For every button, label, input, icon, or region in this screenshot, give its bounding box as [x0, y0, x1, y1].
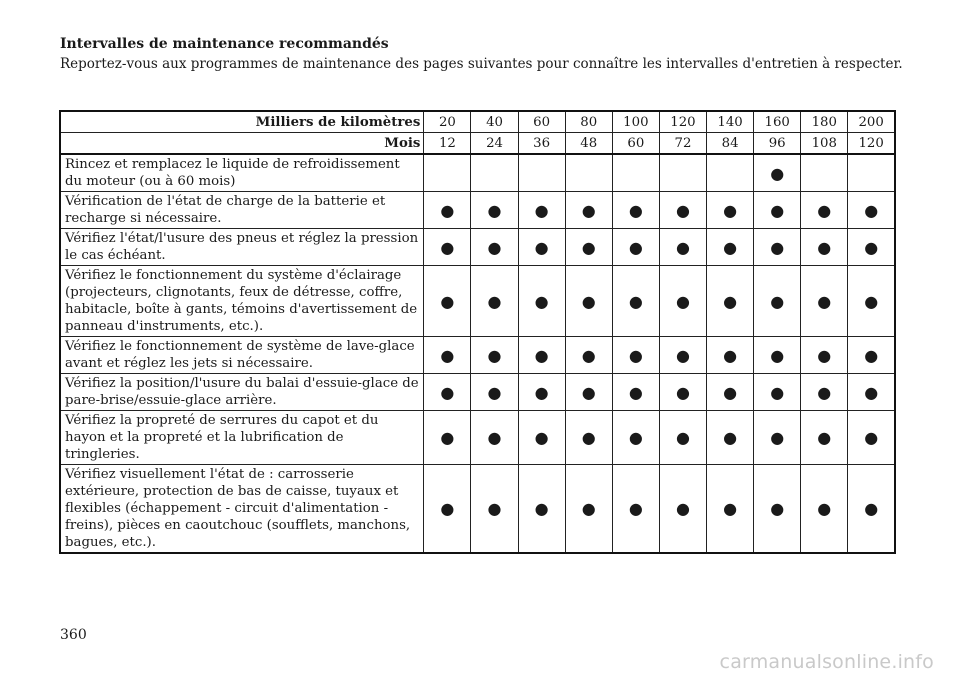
interval-cell [707, 266, 754, 337]
interval-cell [518, 411, 565, 465]
interval-cell [565, 465, 612, 554]
interval-cell [471, 192, 518, 229]
interval-cell [801, 266, 848, 337]
interval-cell [754, 337, 801, 374]
service-dot-icon: ● [770, 291, 785, 311]
service-dot-icon: ● [440, 237, 455, 257]
service-dot-icon: ● [864, 291, 879, 311]
service-dot-icon: ● [440, 200, 455, 220]
service-dot-icon: ● [675, 291, 690, 311]
service-dot-icon: ● [817, 200, 832, 220]
interval-cell [471, 465, 518, 554]
interval-cell [707, 229, 754, 266]
km-header-cell: 60 [518, 111, 565, 133]
service-dot-icon: ● [817, 237, 832, 257]
service-dot-icon: ● [817, 428, 832, 447]
interval-cell [707, 465, 754, 554]
interval-cell [612, 337, 659, 374]
service-dot-icon: ● [534, 382, 549, 402]
interval-cell [612, 411, 659, 465]
interval-cell [565, 337, 612, 374]
interval-cell [424, 266, 471, 337]
service-dot-icon: ● [675, 499, 690, 518]
service-dot-icon: ● [628, 499, 643, 518]
service-dot-icon: ● [487, 291, 502, 311]
interval-cell [471, 266, 518, 337]
months-header-cell: 12 [424, 133, 471, 155]
interval-cell [754, 229, 801, 266]
service-dot-icon: ● [675, 428, 690, 447]
interval-cell [565, 229, 612, 266]
months-header-cell: 72 [659, 133, 706, 155]
months-header-cell: 84 [707, 133, 754, 155]
interval-cell [848, 411, 895, 465]
interval-cell [801, 229, 848, 266]
interval-cell [612, 465, 659, 554]
service-dot-icon: ● [628, 428, 643, 447]
service-dot-icon: ● [770, 200, 785, 220]
interval-cell [801, 154, 848, 192]
interval-cell [848, 374, 895, 411]
interval-cell [848, 154, 895, 192]
interval-cell [848, 337, 895, 374]
service-dot-icon: ● [581, 499, 596, 518]
interval-cell [801, 465, 848, 554]
service-dot-icon: ● [534, 237, 549, 257]
interval-cell [471, 411, 518, 465]
interval-cell [659, 465, 706, 554]
months-header-cell: 24 [471, 133, 518, 155]
service-dot-icon: ● [628, 237, 643, 257]
interval-cell [848, 229, 895, 266]
service-dot-icon: ● [770, 428, 785, 447]
interval-cell [565, 411, 612, 465]
interval-cell [707, 411, 754, 465]
table-row [60, 337, 895, 374]
table-row [60, 229, 895, 266]
service-dot-icon: ● [628, 345, 643, 365]
table-row [60, 411, 895, 465]
service-dot-icon: ● [675, 200, 690, 220]
interval-cell [707, 192, 754, 229]
maintenance-table-container [59, 110, 896, 554]
interval-cell [707, 337, 754, 374]
service-dot-icon: ● [675, 345, 690, 365]
table-row [60, 465, 895, 554]
interval-cell [754, 411, 801, 465]
table-row [60, 154, 895, 192]
interval-cell [518, 154, 565, 192]
service-dot-icon: ● [817, 345, 832, 365]
interval-cell [424, 192, 471, 229]
task-description: Vérifiez le fonctionnement de système de lave-glace avant et réglez les jets si nécessaire. [60, 337, 424, 374]
interval-cell [424, 229, 471, 266]
interval-cell [612, 154, 659, 192]
service-dot-icon: ● [723, 291, 738, 311]
service-dot-icon: ● [581, 428, 596, 447]
interval-cell [424, 337, 471, 374]
table-row [60, 374, 895, 411]
interval-cell [471, 229, 518, 266]
service-dot-icon: ● [770, 499, 785, 518]
interval-cell [565, 154, 612, 192]
service-dot-icon: ● [534, 291, 549, 311]
service-dot-icon: ● [487, 382, 502, 402]
interval-cell [707, 374, 754, 411]
months-header-cell: 60 [612, 133, 659, 155]
kilometers-label: Milliers de kilomètres [60, 111, 424, 133]
months-label: Mois [60, 133, 424, 155]
header-row-months [60, 133, 895, 155]
service-dot-icon: ● [817, 291, 832, 311]
table-row [60, 266, 895, 337]
km-header-cell: 160 [754, 111, 801, 133]
interval-cell [518, 337, 565, 374]
service-dot-icon: ● [487, 237, 502, 257]
intro-text: Reportez-vous aux programmes de maintenance des pages suivantes pour connaître les intervalles d'entretien à respecter. [60, 56, 903, 72]
service-dot-icon: ● [534, 499, 549, 518]
service-dot-icon: ● [675, 382, 690, 402]
service-dot-icon: ● [723, 237, 738, 257]
interval-cell [518, 374, 565, 411]
service-dot-icon: ● [723, 428, 738, 447]
km-header-cell: 140 [707, 111, 754, 133]
km-header-cell: 80 [565, 111, 612, 133]
interval-cell [612, 266, 659, 337]
service-dot-icon: ● [864, 345, 879, 365]
service-dot-icon: ● [770, 237, 785, 257]
interval-cell [659, 266, 706, 337]
service-dot-icon: ● [440, 345, 455, 365]
interval-cell [424, 374, 471, 411]
service-dot-icon: ● [817, 382, 832, 402]
interval-cell [848, 192, 895, 229]
months-header-cell: 108 [801, 133, 848, 155]
task-description: Vérification de l'état de charge de la batterie et recharge si nécessaire. [60, 192, 424, 229]
interval-cell [801, 374, 848, 411]
interval-cell [801, 337, 848, 374]
service-dot-icon: ● [723, 345, 738, 365]
service-dot-icon: ● [628, 291, 643, 311]
interval-cell [659, 337, 706, 374]
interval-cell [659, 192, 706, 229]
service-dot-icon: ● [723, 382, 738, 402]
service-dot-icon: ● [581, 345, 596, 365]
service-dot-icon: ● [864, 237, 879, 257]
service-dot-icon: ● [817, 499, 832, 518]
task-description: Vérifiez le fonctionnement du système d'éclairage (projecteurs, clignotants, feux de détresse, coffre, habitacle, boîte à gants, témoins d'avertissement de panneau d'instruments, etc.). [60, 266, 424, 337]
interval-cell [801, 411, 848, 465]
service-dot-icon: ● [534, 345, 549, 365]
interval-cell [565, 266, 612, 337]
table-row [60, 192, 895, 229]
service-dot-icon: ● [864, 499, 879, 518]
km-header-cell: 20 [424, 111, 471, 133]
interval-cell [471, 337, 518, 374]
service-dot-icon: ● [628, 200, 643, 220]
service-dot-icon: ● [864, 428, 879, 447]
interval-cell [612, 374, 659, 411]
task-description: Vérifiez la position/l'usure du balai d'essuie-glace de pare-brise/essuie-glace arrière. [60, 374, 424, 411]
interval-cell [801, 192, 848, 229]
watermark: carmanualsonline.info [719, 651, 934, 673]
header-row-kilometers [60, 111, 895, 133]
service-dot-icon: ● [440, 291, 455, 311]
task-description: Rincez et remplacez le liquide de refroidissement du moteur (ou à 60 mois) [60, 154, 424, 192]
service-dot-icon: ● [628, 382, 643, 402]
interval-cell [565, 374, 612, 411]
task-description: Vérifiez l'état/l'usure des pneus et réglez la pression le cas échéant. [60, 229, 424, 266]
interval-cell [754, 465, 801, 554]
interval-cell [707, 154, 754, 192]
service-dot-icon: ● [723, 200, 738, 220]
section-heading: Intervalles de maintenance recommandés [60, 36, 389, 52]
service-dot-icon: ● [487, 345, 502, 365]
interval-cell [612, 229, 659, 266]
page-number: 360 [60, 627, 87, 643]
service-dot-icon: ● [534, 200, 549, 220]
months-header-cell: 120 [848, 133, 895, 155]
service-dot-icon: ● [675, 237, 690, 257]
km-header-cell: 180 [801, 111, 848, 133]
service-dot-icon: ● [440, 382, 455, 402]
interval-cell [424, 465, 471, 554]
service-dot-icon: ● [723, 499, 738, 518]
interval-cell [471, 154, 518, 192]
service-dot-icon: ● [770, 345, 785, 365]
interval-cell [612, 192, 659, 229]
km-header-cell: 40 [471, 111, 518, 133]
interval-cell [754, 154, 801, 192]
service-dot-icon: ● [581, 382, 596, 402]
service-dot-icon: ● [487, 499, 502, 518]
service-dot-icon: ● [534, 428, 549, 447]
km-header-cell: 200 [848, 111, 895, 133]
interval-cell [659, 374, 706, 411]
service-dot-icon: ● [581, 291, 596, 311]
interval-cell [848, 266, 895, 337]
interval-cell [659, 229, 706, 266]
service-dot-icon: ● [770, 382, 785, 402]
interval-cell [754, 374, 801, 411]
service-dot-icon: ● [440, 428, 455, 447]
interval-cell [471, 374, 518, 411]
service-dot-icon: ● [864, 382, 879, 402]
interval-cell [518, 465, 565, 554]
km-header-cell: 100 [612, 111, 659, 133]
service-dot-icon: ● [581, 200, 596, 220]
interval-cell [659, 411, 706, 465]
interval-cell [518, 266, 565, 337]
interval-cell [518, 229, 565, 266]
interval-cell [659, 154, 706, 192]
service-dot-icon: ● [487, 428, 502, 447]
interval-cell [565, 192, 612, 229]
service-dot-icon: ● [864, 200, 879, 220]
months-header-cell: 48 [565, 133, 612, 155]
interval-cell [754, 266, 801, 337]
task-description: Vérifiez visuellement l'état de : carrosserie extérieure, protection de bas de caisse, tuyaux et flexibles (échappement - circuit d'alimentation - freins), pièces en caoutchouc (soufflets, manchons, bagues, etc.). [60, 465, 424, 554]
maintenance-schedule-table [59, 110, 896, 554]
interval-cell [424, 154, 471, 192]
interval-cell [754, 192, 801, 229]
interval-cell [518, 192, 565, 229]
months-header-cell: 96 [754, 133, 801, 155]
months-header-cell: 36 [518, 133, 565, 155]
km-header-cell: 120 [659, 111, 706, 133]
interval-cell [424, 411, 471, 465]
service-dot-icon: ● [770, 163, 785, 183]
service-dot-icon: ● [440, 499, 455, 518]
interval-cell [848, 465, 895, 554]
service-dot-icon: ● [487, 200, 502, 220]
service-dot-icon: ● [581, 237, 596, 257]
task-description: Vérifiez la propreté de serrures du capot et du hayon et la propreté et la lubrification de tringleries. [60, 411, 424, 465]
